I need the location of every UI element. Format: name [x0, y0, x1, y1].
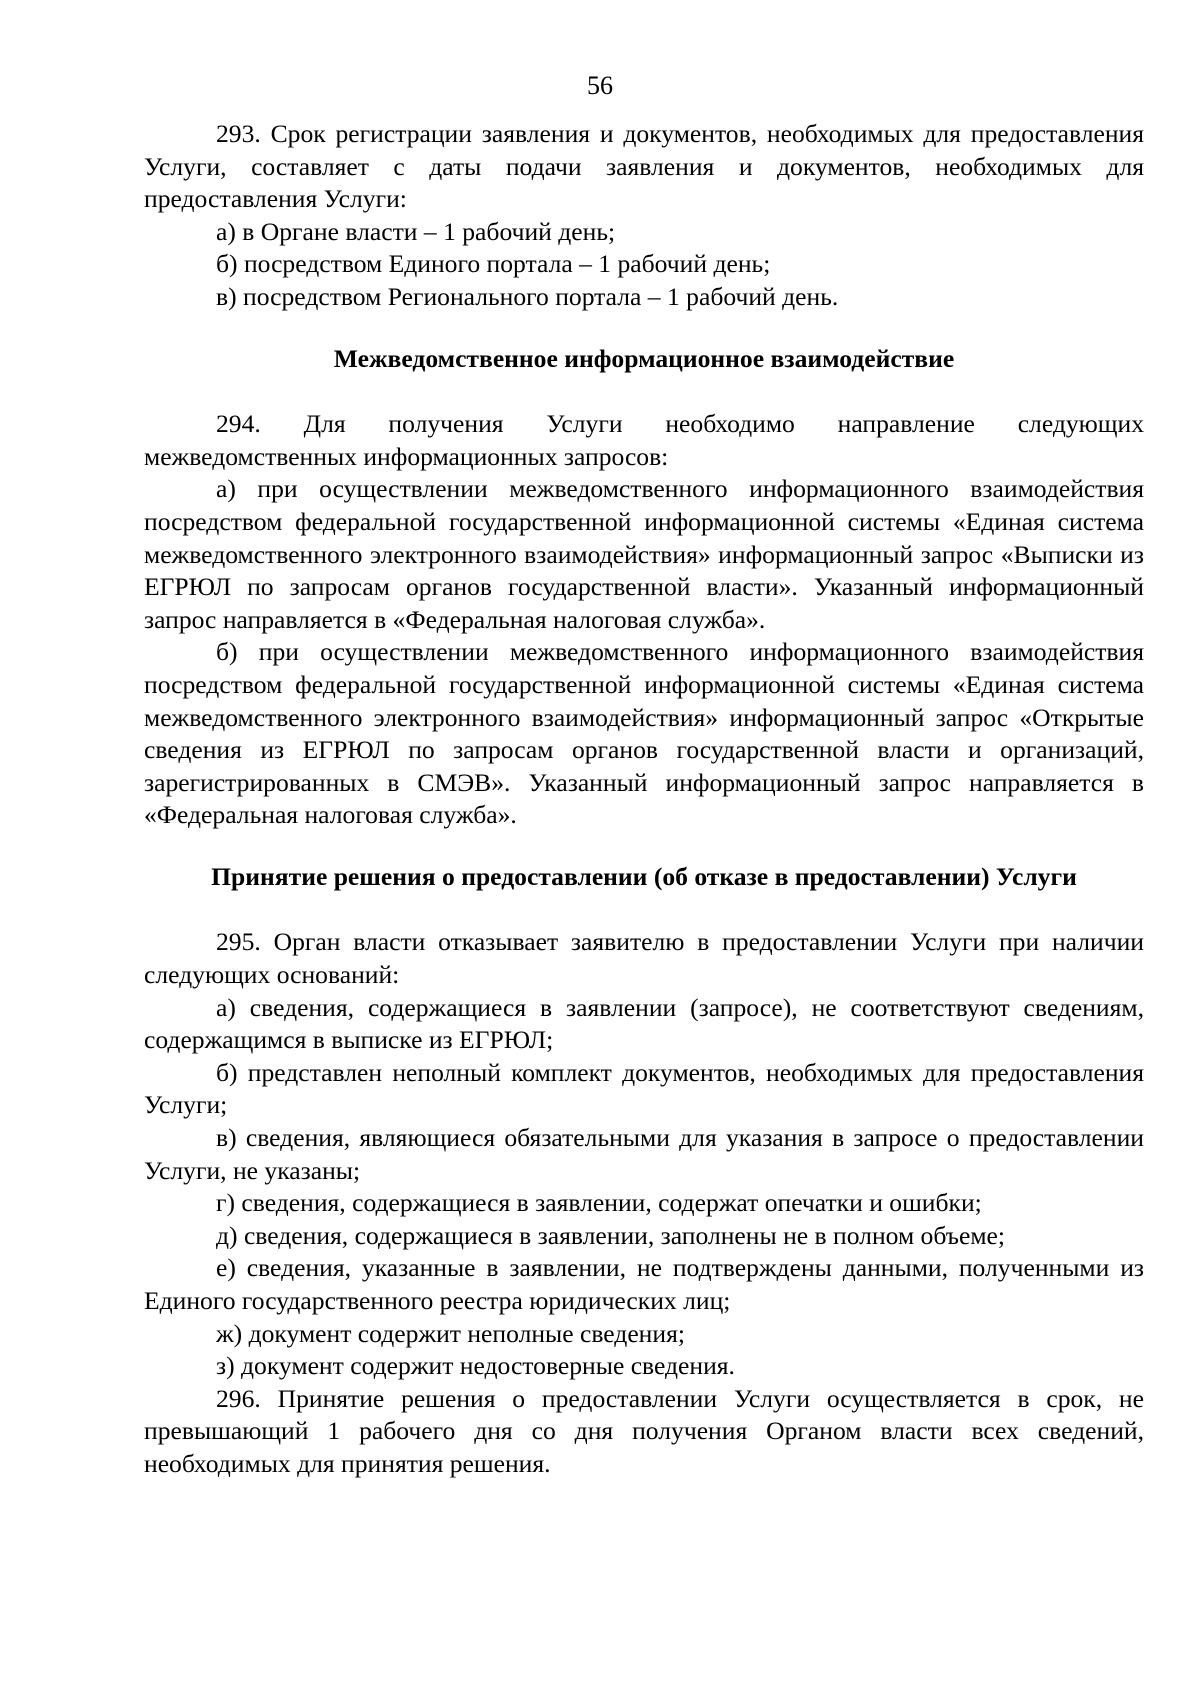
section-heading-interagency: Межведомственное информационное взаимодействие — [333, 343, 955, 373]
section-heading-decision: Принятие решения о предоставлении (об отказе в предоставлении) Услуги — [211, 861, 1077, 891]
list-item-294-b: б) при осуществлении межведомственного информационного взаимодействия посредством федеральной государственной информационной системы «Единая система межведомственного электронного взаимодействия» информационный запрос «Открытые сведения из ЕГРЮЛ по запросам органов государственной власти и организаций, зарегистрированных в СМЭВ». Указанный информационный запрос направляется в «Федеральная налоговая служба». — [144, 637, 1144, 830]
list-item-295-v: в) сведения, являющиеся обязательными для указания в запросе о предоставлении Услуги, не указаны; — [144, 1123, 1144, 1185]
paragraph-295: 295. Орган власти отказывает заявителю в предоставлении Услуги при наличии следующих оснований: — [144, 927, 1144, 990]
list-item-295-z: з) документ содержит недостоверные сведения. — [216, 1351, 735, 1381]
list-item-295-b: б) представлен неполный комплект документов, необходимых для предоставления Услуги; — [144, 1057, 1144, 1120]
list-item-293-b: б) посредством Единого портала – 1 рабочий день; — [216, 249, 771, 279]
list-item-293-a: а) в Органе власти – 1 рабочий день; — [216, 216, 616, 246]
paragraph-293: 293. Срок регистрации заявления и документов, необходимых для предоставления Услуги, составляет с даты подачи заявления и документов, необходимых для предоставления Услуги: — [144, 119, 1144, 214]
document-body — [144, 118, 1144, 1481]
list-item-295-e: е) сведения, указанные в заявлении, не подтверждены данными, полученными из Единого государственного реестра юридических лиц; — [144, 1253, 1144, 1315]
list-item-294-a: а) при осуществлении межведомственного информационного взаимодействия посредством федеральной государственной информационной системы «Единая система межведомственного электронного взаимодействия» информационный запрос «Выписки из ЕГРЮЛ по запросам органов государственной власти». Указанный информационный запрос направляется в «Федеральная налоговая служба». — [144, 474, 1144, 634]
list-item-295-d: д) сведения, содержащиеся в заявлении, заполнены не в полном объеме; — [216, 1220, 1005, 1250]
list-item-293-v: в) посредством Регионального портала – 1 рабочий день. — [216, 281, 839, 311]
paragraph-294: 294. Для получения Услуги необходимо направление следующих межведомственных информационных запросов: — [144, 409, 1144, 471]
list-item-295-a: а) сведения, содержащиеся в заявлении (запросе), не соответствуют сведениям, содержащимся в выписке из ЕГРЮЛ; — [144, 992, 1144, 1055]
page-number: 56 — [587, 71, 613, 100]
list-item-295-g: г) сведения, содержащиеся в заявлении, содержат опечатки и ошибки; — [216, 1188, 982, 1218]
list-item-295-zh: ж) документ содержит неполные сведения; — [216, 1318, 685, 1348]
paragraph-296: 296. Принятие решения о предоставлении Услуги осуществляется в срок, не превышающий 1 рабочего дня со дня получения Органом власти всех сведений, необходимых для принятия решения. — [144, 1383, 1144, 1478]
